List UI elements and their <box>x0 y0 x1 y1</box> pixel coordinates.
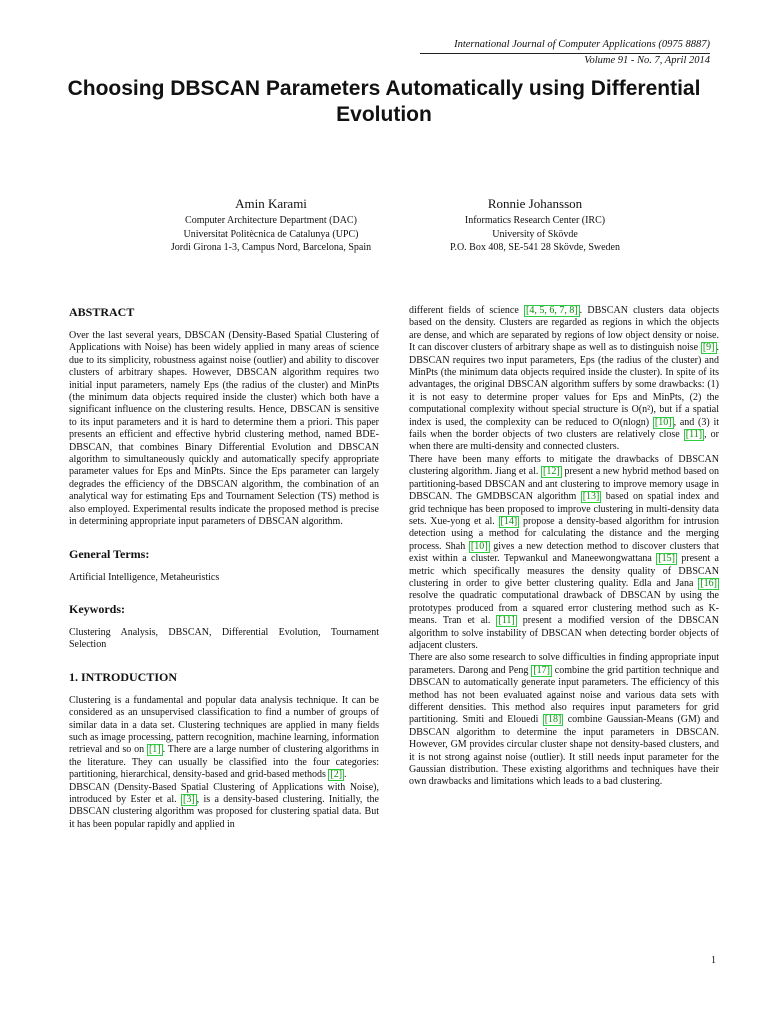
page-number: 1 <box>711 955 716 966</box>
intro-paragraph-4: There have been many efforts to mitigate the drawbacks of DBSCAN clustering algorithm. Jiang et al. [12] present a new hybrid method based on partitioning-based DBSCAN and ant clustering to improve memory usage in DBSCAN. The GMDBSCAN algorithm [13] based on spatial index and grid technique has been proposed to improve clustering in multi-density data sets. Xue-yong et al. [14] propose a density-based algorithm for intrusion detection using a method for calculating the distance and the merging process. Shah [10] gives a new detection method to discover clusters that exist within a cluster. Tepwankul and Maneewongwattana [15] present a metric which specifically measures the density quality of DBSCAN clustering in order to give better clustering quality. Edla and Jana [16] resolve the quadratic computational drawback of DBSCAN by using the prototypes produced from a squared error clustering method such as K-means. Tran et al. [11] present a modified version of the DBSCAN algorithm to solve instability of DBSCAN when detecting border objects of adjacent clusters. <box>409 453 719 651</box>
right-column <box>409 305 719 789</box>
journal-header <box>420 38 710 68</box>
citation-link[interactable]: [16] <box>700 577 717 589</box>
general-terms-text: Artificial Intelligence, Metaheuristics <box>69 571 220 583</box>
intro-heading: 1. INTRODUCTION <box>69 669 178 684</box>
citation-link[interactable]: [15] <box>658 553 675 565</box>
paper-title: Choosing DBSCAN Parameters Automatically using Differential Evolution <box>67 77 701 126</box>
left-column <box>69 305 379 831</box>
citation-link[interactable]: [14] <box>500 515 518 527</box>
citation-link[interactable]: [4, 5, 6, 7, 8] <box>525 305 578 316</box>
citation-link[interactable]: [13] <box>582 491 600 503</box>
citation-link[interactable]: [9] <box>702 342 715 354</box>
author-affiliation: University of Skövde <box>492 228 578 240</box>
citation-link[interactable]: [12] <box>543 466 560 478</box>
author-block-2 <box>410 195 660 255</box>
intro-paragraph-1: Clustering is a fundamental and popular data analysis technique. It can be considered as an unsupervised classification to find a number of groups of similar data in a data set. Clustering techniques are applied in many fields such as image processing, pattern recognition, machine learning, information retrieval and so on [1] . There are a large number of clustering algorithms in the literature. They can usually be classified into the four categories: partitioning, hierarchical, density-based and grid-based methods [2] . <box>69 694 380 781</box>
author-block-1 <box>146 195 396 255</box>
citation-link[interactable]: [17] <box>533 664 550 676</box>
journal-name: International Journal of Computer Applications (0975 8887) <box>454 39 710 50</box>
abstract-text: Over the last several years, DBSCAN (Density-Based Spatial Clustering of Applications with Noise) has been widely applied in many areas of science due to its simplicity, robustness against noise (outlier) and ability to discover clusters of arbitrary shapes. However, DBSCAN algorithm requires two initial input parameters, namely Eps (the radius of the cluster) and MinPts (the minimum data objects required inside the cluster) which both have a significant influence on the clustering results. Hence, DBSCAN is sensitive to its input parameters and it is hard to determine them a priori. This paper presents an efficient and effective hybrid clustering method, named BDE-DBSCAN, that combines Binary Differential Evolution and DBSCAN algorithm to simultaneously quickly and automatically specify appropriate parameter values for Eps and MinPts. Since the Eps parameter can largely degrades the efficiency of the DBSCAN algorithm, the combination of an analytical way for estimating Eps and Tournament Selection (TS) method is also employed. Experimental results indicate the proposed method is precise in determining appropriate input parameters of DBSCAN algorithm. <box>69 330 379 528</box>
author-affiliation: Universitat Politècnica de Catalunya (UPC) <box>183 228 359 240</box>
author-address: P.O. Box 408, SE-541 28 Skövde, Sweden <box>449 242 620 253</box>
intro-paragraph-5: There are also some research to solve difficulties in finding appropriate input parameters. Darong and Peng [17] combine the grid partition technique and DBSCAN to automatically generate input parameters. The efficiency of this method has not been evaluated against noise and various data sets with different densities. This method also requires input parameters for grid partitioning. Smiti and Elouedi [18] combine Gaussian-Means (GM) and DBSCAN algorithm to determine the input parameters in DBSCAN. However, GM provides circular cluster shape not density-based clusters, and it is not strong against noise (outlier). It still needs input parameter for the Gaussian distribution. These existing algorithms and techniques have their own drawbacks and limitations which leads to a bad clustering. <box>409 652 720 788</box>
citation-link[interactable]: [1] <box>148 744 161 756</box>
citation-link[interactable]: [11] <box>498 615 515 627</box>
citation-link[interactable]: [2] <box>330 769 343 781</box>
citation-link[interactable]: [18] <box>544 714 562 726</box>
citation-link[interactable]: [11] <box>685 429 703 441</box>
journal-volume: Volume 91 - No. 7, April 2014 <box>584 55 710 66</box>
author-affiliation: Computer Architecture Department (DAC) <box>185 215 357 226</box>
citation-link[interactable]: [3] <box>182 793 195 805</box>
author-affiliation: Informatics Research Center (IRC) <box>464 215 606 226</box>
general-terms-heading: General Terms: <box>69 546 150 561</box>
intro-paragraph-3: different fields of science [4, 5, 6, 7, 8] . DBSCAN clusters data objects based on the density. Clusters are regarded as regions in which the objects are dense, and which are separated by regions of low object density or noise. It can discover clusters of arbitrary shape as well as to distinguish noise [9] . DBSCAN requires two input parameters, Eps (the radius of the cluster) and MinPts (the minimum data objects required inside the cluster). In spite of its advantages, the original DBSCAN algorithm suffers by some drawbacks: (1) it is not easy to determine proper values for Eps and MinPts, (2) the computational complexity without special structure is O(n²), but if a spatial index is used, the complexity can be reduced to O(nlogn) [10] , and (3) it fails when the border objects of two clusters are relatively close [11] , or when there are multi-density and connected clusters. <box>409 305 720 453</box>
keywords-heading: Keywords: <box>69 601 125 616</box>
citation-link[interactable]: [10] <box>470 540 488 552</box>
author-address: Jordi Girona 1-3, Campus Nord, Barcelona, Spain <box>170 242 372 253</box>
author-name: Amin Karami <box>235 196 307 211</box>
author-name: Ronnie Johansson <box>487 196 583 211</box>
keywords-text: Clustering Analysis, DBSCAN, Differential Evolution, Tournament Selection <box>69 626 379 651</box>
abstract-heading: ABSTRACT <box>69 305 135 319</box>
intro-paragraph-2: DBSCAN (Density-Based Spatial Clustering of Applications with Noise), introduced by Ester et al. [3] , is a density-based clustering. Initially, the DBSCAN clustering algorithm was proposed for clustering spatial data. But it has been popular rapidly and applied in <box>69 781 379 830</box>
citation-link[interactable]: [10] <box>654 416 672 428</box>
